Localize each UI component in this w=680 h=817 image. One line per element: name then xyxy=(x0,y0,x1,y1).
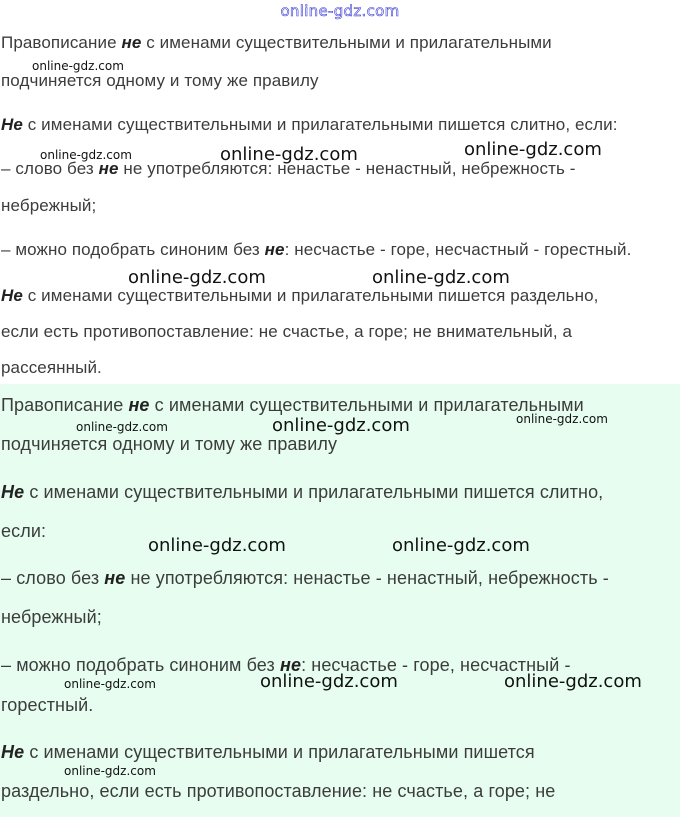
text-line: – можно подобрать синоним без не: несчастье - горе, несчастный - xyxy=(1,655,571,675)
watermark: online-gdz.com xyxy=(504,671,642,692)
watermark: online-gdz.com xyxy=(76,420,168,434)
watermark: online-gdz.com xyxy=(40,148,132,162)
site-logo[interactable]: online-gdz.com xyxy=(280,2,400,20)
text-line: – можно подобрать синоним без не: несчастье - горе, несчастный - горестный. xyxy=(1,240,632,259)
watermark: online-gdz.com xyxy=(464,139,602,160)
watermark: online-gdz.com xyxy=(64,764,156,778)
text-line: горестный. xyxy=(1,695,94,715)
text-line: Правописание не с именами существительными и прилагательными xyxy=(1,33,552,52)
text-line: небрежный; xyxy=(1,196,97,215)
text-line: – слово без не не употребляются: ненастье - ненастный, небрежность - xyxy=(1,568,609,588)
text-line: если есть противопоставление: не счастье, а горе; не внимательный, а xyxy=(1,322,573,341)
watermark: online-gdz.com xyxy=(128,267,266,288)
text-line: подчиняется одному и тому же правилу xyxy=(1,434,338,454)
text-line: подчиняется одному и тому же правилу xyxy=(1,71,319,90)
watermark: online-gdz.com xyxy=(272,415,410,436)
text-line: Не с именами существительными и прилагательными пишется xyxy=(1,742,535,762)
text-line: Не с именами существительными и прилагательными пишется слитно, xyxy=(1,482,604,502)
text-line: – слово без не не употребляются: ненастье - ненастный, небрежность - xyxy=(1,159,576,178)
watermark: online-gdz.com xyxy=(220,144,358,165)
text-line: небрежный; xyxy=(1,607,102,627)
text-line: Не с именами существительными и прилагательными пишется слитно, если: xyxy=(1,115,618,134)
watermark: online-gdz.com xyxy=(148,535,286,556)
text-line: рассеянный. xyxy=(1,358,102,377)
watermark: online-gdz.com xyxy=(64,677,156,691)
watermark: online-gdz.com xyxy=(260,671,398,692)
watermark: online-gdz.com xyxy=(516,412,608,426)
watermark: online-gdz.com xyxy=(372,267,510,288)
text-line: если: xyxy=(1,521,47,541)
watermark: online-gdz.com xyxy=(392,535,530,556)
text-line: Не с именами существительными и прилагательными пишется раздельно, xyxy=(1,286,599,305)
watermark: online-gdz.com xyxy=(32,59,124,73)
text-line: раздельно, если есть противопоставление: не счастье, а горе; не xyxy=(1,781,556,801)
text-line: Правописание не с именами существительными и прилагательными xyxy=(1,395,584,415)
